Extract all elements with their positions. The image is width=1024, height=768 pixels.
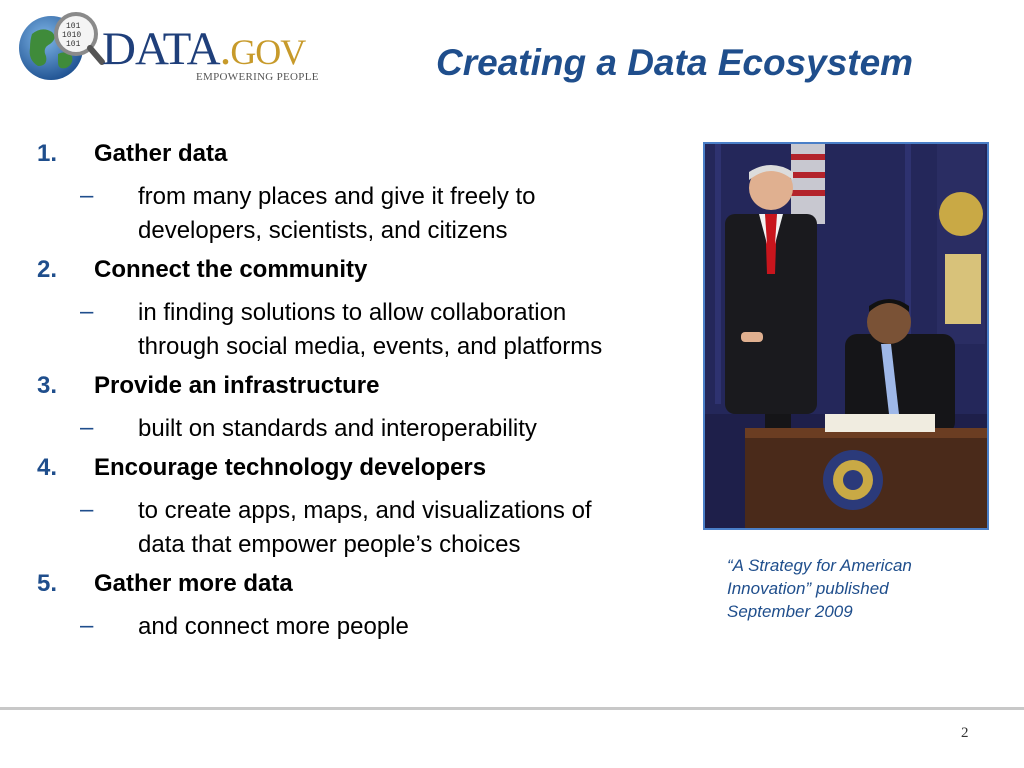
- item-subtext-line: and connect more people: [138, 613, 409, 640]
- photo-caption: [727, 554, 987, 623]
- item-heading: Encourage technology developers: [94, 454, 487, 481]
- caption-line: “A Strategy for American: [727, 556, 912, 575]
- item-number: 1.: [37, 140, 58, 167]
- dash-bullet: –: [80, 414, 94, 441]
- item-number: 5.: [37, 570, 58, 597]
- dash-bullet: –: [80, 612, 94, 639]
- dash-bullet: –: [80, 496, 94, 523]
- item-subtext-line: to create apps, maps, and visualizations of: [138, 497, 592, 524]
- logo-dot: .: [219, 23, 231, 75]
- item-subtext-line: built on standards and interoperability: [138, 415, 537, 442]
- logo-data-text: DATA: [102, 23, 220, 75]
- caption-line: September 2009: [727, 602, 853, 621]
- item-subtext-line: through social media, events, and platforms: [138, 333, 603, 360]
- bill-signing-photo: [703, 142, 989, 530]
- item-subtext-line: developers, scientists, and citizens: [138, 217, 508, 244]
- logo-gov-text: GOV: [230, 32, 306, 72]
- dash-bullet: –: [80, 298, 94, 325]
- item-number: 2.: [37, 256, 58, 283]
- item-subtext-line: data that empower people’s choices: [138, 531, 521, 558]
- item-heading: Provide an infrastructure: [94, 372, 380, 399]
- globe-digits-3: 101: [66, 40, 81, 49]
- data-gov-logo: [14, 8, 359, 88]
- item-subtext-line: in finding solutions to allow collaboration: [138, 299, 567, 326]
- item-number: 3.: [37, 372, 58, 399]
- slide-title: Creating a Data Ecosystem: [436, 42, 914, 83]
- item-heading: Gather more data: [94, 570, 293, 597]
- item-subtext-line: from many places and give it freely to: [138, 183, 536, 210]
- item-heading: Gather data: [94, 140, 228, 167]
- dash-bullet: –: [80, 182, 94, 209]
- item-heading: Connect the community: [94, 256, 368, 283]
- item-number: 4.: [37, 454, 58, 481]
- logo-tagline: EMPOWERING PEOPLE: [196, 71, 319, 83]
- caption-line: Innovation” published: [727, 579, 889, 598]
- footer-divider: [0, 707, 1024, 710]
- globe-digits-2: 1010: [62, 31, 82, 40]
- page-number: 2: [961, 725, 969, 741]
- globe-digits-1: 101: [66, 22, 81, 31]
- logo-wordmark: [102, 23, 306, 75]
